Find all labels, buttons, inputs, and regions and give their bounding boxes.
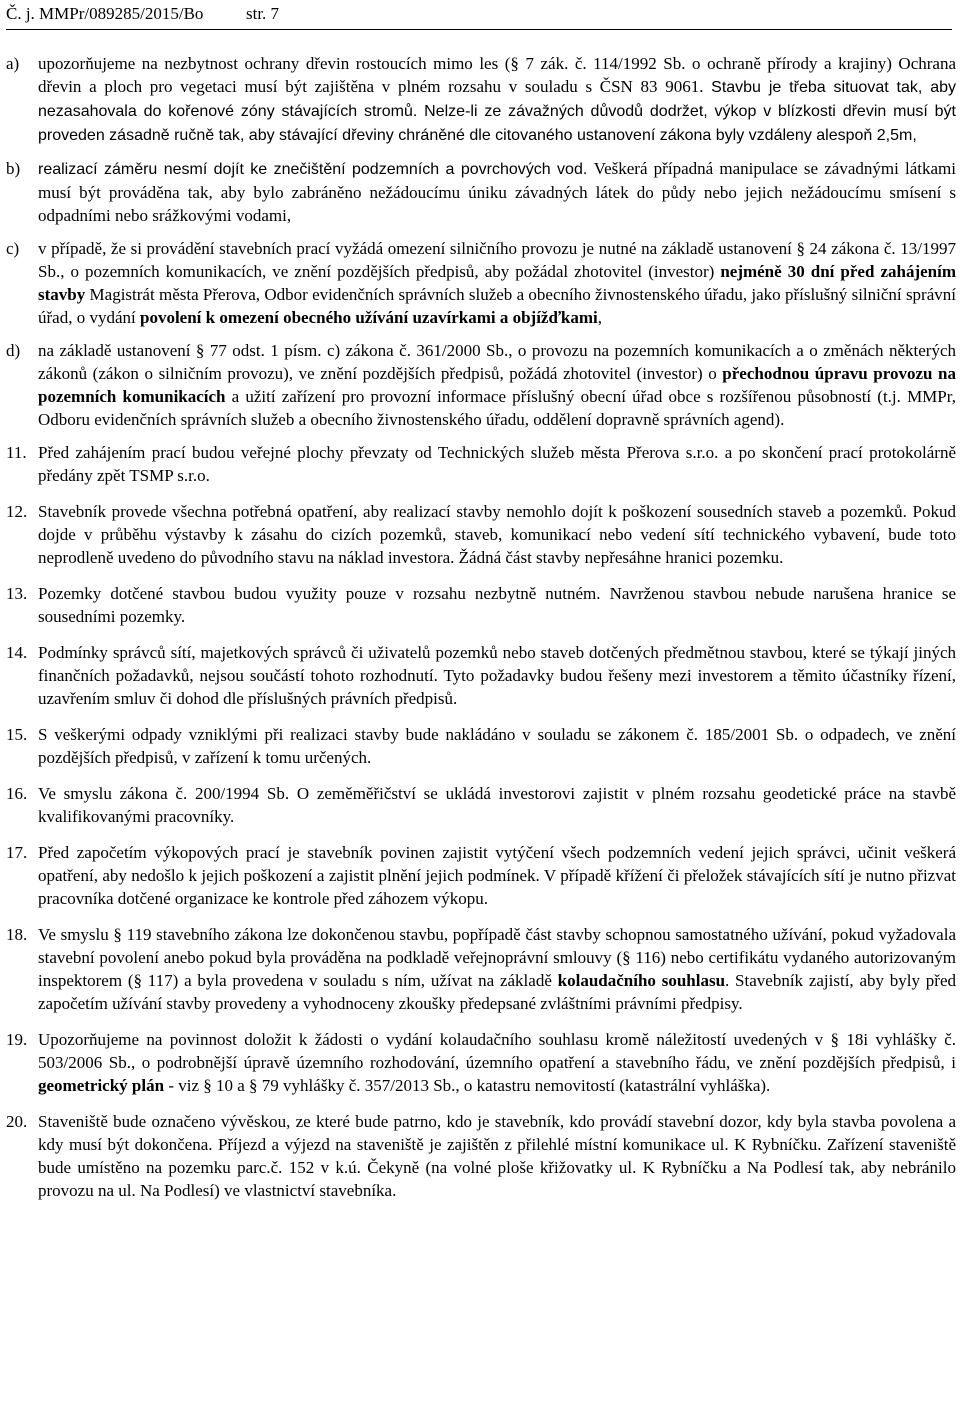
item-number: 13. (6, 584, 28, 603)
condition-subitem-b (6, 157, 956, 227)
condition-item-12 (6, 500, 956, 569)
subitem-text: v případě, že si provádění stavebních prací vyžádá omezení silničního provozu je nutné na základě ustanovení § 24 zákona č. 13/1997 Sb., o pozemních komunikacích, ve znění pozdějších předpisů, aby požádal zhotovitel (investor) nejméně 30 dní před zahájením stavby Magistrát města Přerova, Odbor evidenčních správních služeb a obecního živnostenského úřadu, jako příslušný silniční správní úřad, o vydání povolení k omezení obecného užívání uzavírkami a objížďkami, (38, 239, 956, 327)
item-text: Stavebník provede všechna potřebná opatření, aby realizací stavby nemohlo dojít k poškození sousedních staveb a pozemků. Pokud dojde v průběhu výstavby k zásahu do cizích pozemků, staveb, komunikací nebo vedení sítí technického vybavení, bude toto neprodleně uvedeno do původního stavu na náklad investora. Žádná část stavby nepřesáhne hranici pozemku. (38, 502, 956, 567)
condition-subitem-d (6, 339, 956, 431)
page-header (6, 3, 952, 27)
item-number: 15. (6, 725, 28, 744)
condition-subitem-c (6, 237, 956, 329)
condition-item-11 (6, 441, 956, 487)
item-text: Před započetím výkopových prací je stavebník povinen zajistit vytýčení všech podzemních vedení jejich správci, učinit veškerá opatření, aby nedošlo k jejich poškození a zajistit plnění jejich podmínek. V případě křížení či přeložek stávajících sítí je nutno přizvat pracovníka dotčené organizace ke kontrole před záhozem výkopu. (38, 843, 956, 908)
item-number: 19. (6, 1030, 28, 1049)
item-number: 20. (6, 1112, 28, 1131)
item-number: 16. (6, 784, 28, 803)
condition-item-17 (6, 841, 956, 910)
item-text: Ve smyslu zákona č. 200/1994 Sb. O zeměměřičství se ukládá investorovi zajistit v plném rozsahu geodetické práce na stavbě kvalifikovanými pracovníky. (38, 784, 956, 826)
condition-item-16 (6, 782, 956, 828)
condition-item-20 (6, 1110, 956, 1202)
subitem-label: a) (6, 54, 20, 73)
subitem-text: realizací záměru nesmí dojít ke znečištění podzemních a povrchových vod. Veškerá případná manipulace se závadnými látkami musí být prováděna tak, aby bylo zabráněno nežádoucímu úniku závadných látek do půdy nebo jejich nežádoucímu smísení s odpadními nebo srážkovými vodami, (38, 159, 957, 225)
condition-item-13 (6, 582, 956, 628)
document-body (6, 52, 956, 1215)
condition-item-19 (6, 1028, 956, 1097)
item-number: 11. (6, 443, 27, 462)
item-text: Staveniště bude označeno vývěskou, ze které bude patrno, kdo je stavebník, kdo provádí stavební dozor, kdy byla stavba povolena a kdy musí být dokončena. Příjezd a výjezd na staveniště je zajištěn z přilehlé místní komunikace ul. K Rybníčku. Zařízení staveniště bude umístěno na pozemku parc.č. 152 v k.ú. Čekyně (na volné ploše křižovatky ul. K Rybníčku a Na Podlesí tak, aby nebránilo provozu na ul. Na Podlesí) ve vlastnictví stavebníka. (38, 1112, 956, 1200)
item-text: Pozemky dotčené stavbou budou využity pouze v rozsahu nezbytně nutném. Navrženou stavbou nebude narušena hranice se sousedními pozemky. (38, 584, 956, 626)
item-text: Podmínky správců sítí, majetkových správců či uživatelů pozemků nebo staveb dotčených předmětnou stavbou, které se týkají jiných finančních požadavků, nejsou součástí tohoto rozhodnutí. Tyto požadavky budou řešeny mezi investorem a těmito účastníky řízení, uzavřením smluv či dohod dle příslušných právních předpisů. (38, 643, 956, 708)
condition-item-18 (6, 923, 956, 1015)
subitem-label: b) (6, 159, 21, 178)
condition-item-14 (6, 641, 956, 710)
item-text: Ve smyslu § 119 stavebního zákona lze dokončenou stavbu, popřípadě část stavby schopnou samostatného užívání, pokud vyžadovala stavební povolení anebo pokud byla prováděna na podkladě veřejnoprávní smlouvy (§ 116) nebo certifikátu vydaného autorizovaným inspektorem (§ 117) a byla provedena v souladu s ním, užívat na základě kolaudačního souhlasu. Stavebník zajistí, aby byly před započetím užívání stavby provedeny a vyhodnoceny zkoušky předepsané zvláštními právními předpisy. (38, 925, 956, 1013)
subitem-text: upozorňujeme na nezbytnost ochrany dřevin rostoucích mimo les (§ 7 zák. č. 114/1992 Sb. o ochraně přírody a krajiny) Ochrana dřevin a ploch pro vegetaci musí být zajištěna v plném rozsahu v souladu s ČSN 83 9061. Stavbu je třeba situovat tak, aby nezasahovala do kořenové zóny stávajících stromů. Nelze-li ze závažných důvodů dodržet, výkop v blízkosti dřevin musí být proveden zásadně ručně tak, aby stávající dřeviny chráněné dle citovaného ustanovení zákona byly vzdáleny alespoň 2,5m, (38, 54, 957, 144)
document-reference: Č. j. MMPr/089285/2015/Bo (6, 4, 204, 23)
condition-item-15 (6, 723, 956, 769)
item-number: 17. (6, 843, 28, 862)
item-number: 12. (6, 502, 28, 521)
item-number: 18. (6, 925, 28, 944)
page-number: str. 7 (246, 4, 280, 23)
item-text: Upozorňujeme na povinnost doložit k žádosti o vydání kolaudačního souhlasu kromě náležitostí uvedených v § 18i vyhlášky č. 503/2006 Sb., o podrobnější úpravě územního rozhodování, územního opatření a stavebního řádu, ve znění pozdějších předpisů, i geometrický plán - viz § 10 a § 79 vyhlášky č. 357/2013 Sb., o katastru nemovitostí (katastrální vyhláška). (38, 1030, 956, 1095)
item-text: Před zahájením prací budou veřejné plochy převzaty od Technických služeb města Přerova s.r.o. a po skončení prací protokolárně předány zpět TSMP s.r.o. (38, 443, 956, 485)
header-divider (6, 29, 952, 30)
subitem-label: c) (6, 239, 20, 258)
condition-subitem-a (6, 52, 956, 147)
item-number: 14. (6, 643, 28, 662)
subitem-text: na základě ustanovení § 77 odst. 1 písm. c) zákona č. 361/2000 Sb., o provozu na pozemních komunikacích a o změnách některých zákonů (zákon o silničním provozu), ve znění pozdějších předpisů, požádá zhotovitel (investor) o přechodnou úpravu provozu na pozemních komunikacích a užití zařízení pro provozní informace příslušný obecní úřad obce s rozšířenou působností (t.j. MMPr, Odboru evidenčních správních služeb a obecního živnostenského úřadu, oddělení dopravně správních agend). (38, 341, 956, 429)
item-text: S veškerými odpady vzniklými při realizaci stavby bude nakládáno v souladu se zákonem č. 185/2001 Sb. o odpadech, ve znění pozdějších předpisů, v zařízení k tomu určených. (38, 725, 956, 767)
subitem-label: d) (6, 341, 21, 360)
